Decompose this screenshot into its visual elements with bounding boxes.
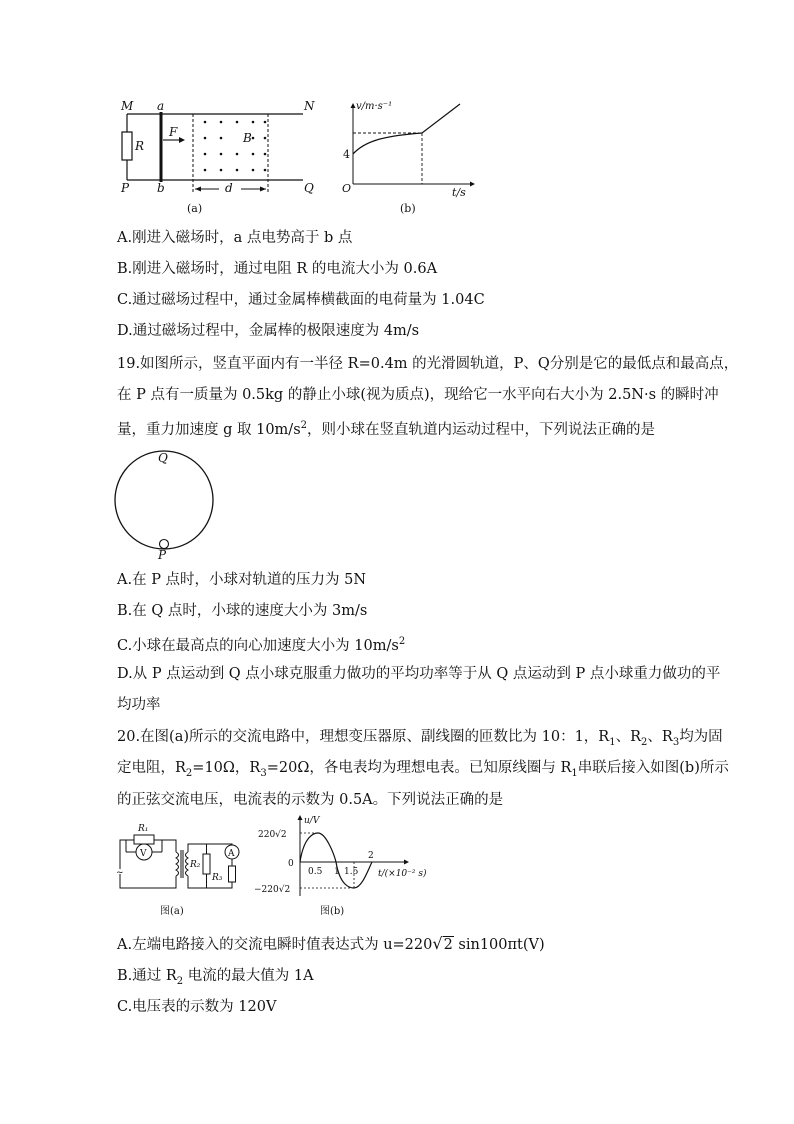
caption-a: (a)	[187, 202, 203, 215]
tick-ybottom: −220√2	[254, 885, 291, 895]
label-d: d	[225, 181, 233, 195]
figure-20b-voltage-graph	[254, 814, 450, 920]
label-N: N	[304, 99, 315, 113]
q18-option-d: D.通过磁场过程中，金属棒的极限速度为 4m/s	[117, 323, 420, 339]
q19-stem-line1: 19.如图所示，竖直平面内有一半径 R=0.4m 的光滑圆轨道，P、Q分别是它的最低点和最高点，	[117, 356, 739, 372]
q19-stem-line2: 在 P 点有一质量为 0.5kg 的静止小球(视为质点)，现给它一水平向右大小为 2.5N·s 的瞬时冲	[117, 387, 719, 403]
q18-option-a: A.刚进入磁场时，a 点电势高于 b 点	[117, 230, 353, 246]
q20-stem-line1: 20.在图(a)所示的交流电路中，理想变压器原、副线圈的匝数比为 10：1，$R_1$、$R_2$、$R_3$均为固	[117, 729, 723, 748]
label-a: a	[157, 99, 165, 113]
label-R1: R₁	[138, 824, 149, 834]
xlabel-t: t/s	[452, 186, 466, 199]
q20-stem-line2: 定电阻，$R_2=10\Omega$，$R_3=20\Omega$，各电表均为理想电表。已知原线圈与 $R_1$串联后接入如图(b)所示	[117, 760, 729, 779]
ammeter-A: A	[228, 849, 235, 859]
tick-1: 1	[334, 867, 340, 877]
figure-19-circular-track	[110, 444, 222, 562]
q19-stem-line3: 量，重力加速度 g 取 $10m/s^2$，则小球在竖直轨道内运动过程中，下列说法正确的是	[117, 420, 656, 438]
tick-2: 2	[368, 851, 374, 861]
ac-source-icon: ~	[116, 868, 124, 878]
q19-option-d-line1: D.从 P 点运动到 Q 点小球克服重力做功的平均功率等于从 Q 点运动到 P 点小球重力做功的平	[117, 666, 721, 682]
label-Q: Q	[304, 181, 314, 195]
label-R2: R₂	[190, 860, 201, 870]
q19-option-b: B.在 Q 点时，小球的速度大小为 3m/s	[117, 603, 368, 619]
q20-stem-line3: 的正弦交流电压，电流表的示数为 0.5A。下列说法正确的是	[117, 792, 504, 808]
q19-option-d-line2: 均功率	[117, 697, 161, 713]
figure-20a-transformer-circuit	[112, 814, 242, 920]
tick-zero: 0	[288, 859, 294, 869]
q20-option-b: B.通过 $R_2$ 电流的最大值为 1A	[117, 968, 314, 987]
label-P: P	[158, 548, 167, 562]
ylabel-v: v/m·s⁻¹	[356, 101, 393, 112]
caption-20a: 图(a)	[160, 906, 184, 917]
label-R3: R₃	[212, 873, 223, 883]
q19-option-a: A.在 P 点时，小球对轨道的压力为 5N	[117, 572, 367, 588]
label-Q: Q	[158, 451, 168, 465]
origin-O: O	[342, 182, 352, 195]
tick-ytop: 220√2	[258, 830, 287, 840]
xlabel-t: t/(×10⁻² s)	[378, 869, 427, 879]
tick-1.5: 1.5	[344, 867, 359, 877]
caption-b: (b)	[400, 202, 416, 215]
caption-20b: 图(b)	[320, 906, 345, 917]
q19-option-c: C.小球在最高点的向心加速度大小为 $10m/s^2$	[117, 636, 406, 654]
label-B: B	[243, 131, 252, 145]
label-F: F	[169, 125, 178, 139]
tick-4: 4	[343, 148, 350, 161]
figure-18b-vt-graph	[336, 96, 476, 218]
ylabel-u: u/V	[304, 816, 320, 826]
label-P: P	[121, 181, 130, 195]
figure-18a-rail-circuit	[115, 96, 325, 218]
voltmeter-V: V	[140, 849, 147, 859]
label-M: M	[121, 99, 134, 113]
label-b: b	[157, 181, 165, 195]
q20-option-c: C.电压表的示数为 120V	[117, 999, 277, 1015]
q18-option-b: B.刚进入磁场时，通过电阻 R 的电流大小为 0.6A	[117, 261, 438, 277]
tick-0.5: 0.5	[308, 867, 323, 877]
label-R: R	[135, 139, 145, 153]
q20-option-a: A.左端电路接入的交流电瞬时值表达式为 u=220√2 sin100πt(V)	[117, 934, 545, 953]
q18-option-c: C.通过磁场过程中，通过金属棒横截面的电荷量为 1.04C	[117, 292, 485, 308]
